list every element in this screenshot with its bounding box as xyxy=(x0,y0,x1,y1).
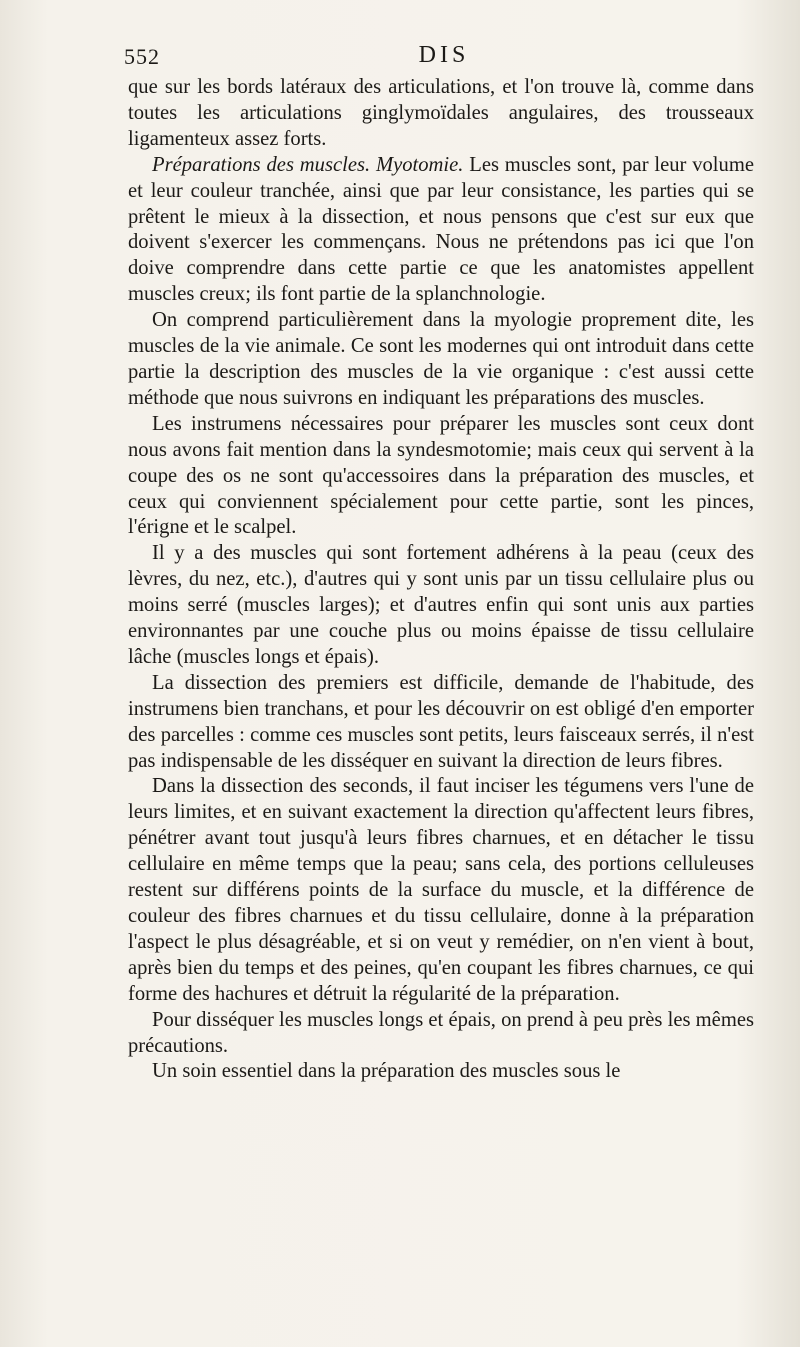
paragraph: On comprend particulièrement dans la myologie proprement dite, les muscles de la vie animale. Ce sont les modernes qui ont introduit dans cette partie la description des muscles de la vie organique : c'est aussi cette méthode que nous suivrons en indiquant les préparations des muscles. xyxy=(128,309,754,409)
paragraph: Pour disséquer les muscles longs et épais, on prend à peu près les mêmes précautions. xyxy=(128,1008,754,1057)
paragraph: Un soin essentiel dans la préparation des muscles sous le xyxy=(152,1060,621,1083)
page-header xyxy=(124,44,764,74)
body-text xyxy=(128,75,754,1085)
paragraph: Préparations des muscles. Myotomie. Les muscles sont, par leur volume et leur couleur tranchée, ainsi que par leur consistance, les parties qui se prêtent le mieux à la dissection, et nous pensons que c'est sur eux que doivent s'exercer les commençans. Nous ne prétendons pas ici que l'on doive comprendre dans cette partie ce que les anatomistes appellent muscles creux; ils font partie de la splanchnologie. xyxy=(128,153,754,306)
paragraph: Les instrumens nécessaires pour préparer les muscles sont ceux dont nous avons fait mention dans la syndesmotomie; mais ceux qui servent à la coupe des os ne sont qu'accessoires dans la préparation des muscles, et ceux qui conviennent spécialement pour cette partie, sont les pinces, l'érigne et le scalpel. xyxy=(128,412,754,539)
section-heading: Préparations des muscles. Myotomie. xyxy=(152,153,464,176)
paragraph: La dissection des premiers est difficile, demande de l'habitude, des instrumens bien tranchans, et pour les découvrir on est obligé d'en emporter des parcelles : comme ces muscles sont petits, leurs faisceaux serrés, il n'est pas indispensable de les disséquer en suivant la direction de leurs fibres. xyxy=(128,671,754,772)
paragraph: que sur les bords latéraux des articulations, et l'on trouve là, comme dans toutes les articulations ginglymoïdales angulaires, des trousseaux ligamenteux assez forts. xyxy=(128,76,754,150)
paragraph: Dans la dissection des seconds, il faut inciser les tégumens vers l'une de leurs limites, et en suivant exactement la direction qu'affectent leurs fibres, pénétrer avant tout jusqu'à leurs fibres charnues, et en détacher le tissu cellulaire en même temps que la peau; sans cela, des portions celluleuses restent sur différens points de la surface du muscle, et la différence de couleur des fibres charnues et du tissu cellulaire, donne à la préparation l'aspect le plus désagréable, et si on veut y remédier, on n'en vient à bout, après bien du temps et des peines, qu'en coupant les fibres charnues, ce qui forme des hachures et détruit la régularité de la préparation. xyxy=(128,775,754,1005)
paragraph: Il y a des muscles qui sont fortement adhérens à la peau (ceux des lèvres, du nez, etc.), d'autres qui y sont unis par un tissu cellulaire plus ou moins serré (muscles larges); et d'autres enfin qui sont unis aux parties environnantes par une couche plus ou moins épaisse de tissu cellulaire lâche (muscles longs et épais). xyxy=(128,542,754,668)
running-head: DIS xyxy=(418,42,470,68)
page-number: 552 xyxy=(124,44,160,69)
